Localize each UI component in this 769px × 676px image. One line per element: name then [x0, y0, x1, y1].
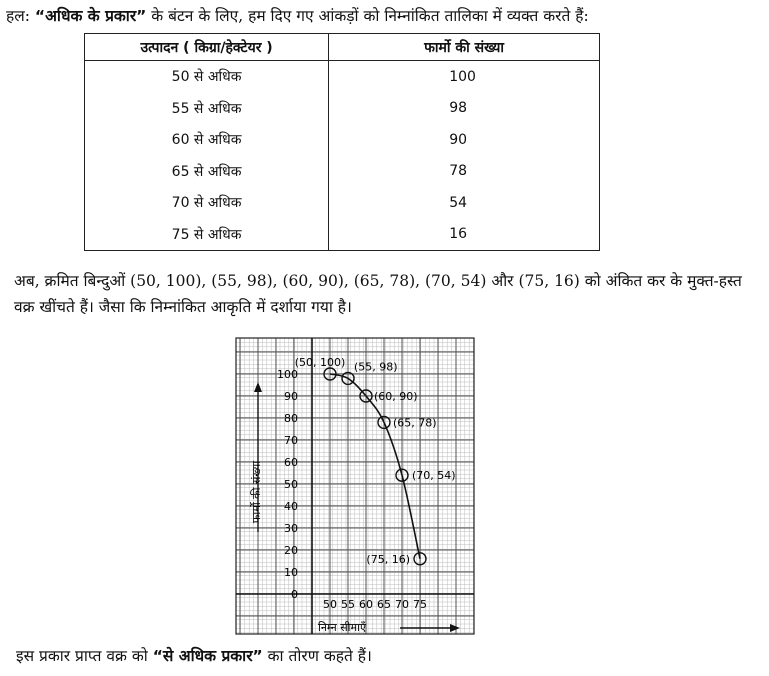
y-axis-title: फार्मो की संख्या [250, 460, 263, 524]
y-tick-label: 40 [284, 500, 298, 513]
data-point-label: (50, 100) [294, 356, 346, 369]
x-tick-labels [323, 598, 427, 611]
y-tick-label: 80 [284, 412, 298, 425]
table-cell-class: 70 से अधिक [85, 187, 329, 218]
table-cell-count: 54 [329, 187, 600, 218]
table-cell-count: 90 [329, 124, 600, 155]
data-point-label: (70, 54) [412, 469, 456, 483]
intro-rest: के बंटन के लिए, हम दिए गए आंकड़ों को निम्नांकित तालिका में व्यक्त करते हैं: [151, 7, 589, 25]
header-farms: फार्मो की संख्या [329, 34, 600, 61]
table-cell-count: 98 [329, 93, 600, 124]
x-tick-label: 60 [359, 598, 373, 611]
data-point-label: (75, 16) [366, 552, 410, 566]
y-tick-label: 10 [284, 566, 298, 579]
table-row [85, 124, 600, 155]
header-production: उत्पादन ( किग्रा/हेक्टेयर ) [85, 34, 329, 61]
intro-bold-term: “अधिक के प्रकार” [34, 7, 147, 25]
table-cell-count: 16 [329, 218, 600, 250]
conclusion-line [16, 644, 372, 666]
table-cell-class: 65 से अधिक [85, 155, 329, 186]
y-tick-label: 50 [284, 478, 298, 491]
table-row [85, 187, 600, 218]
conclusion-rest: का तोरण कहते हैं। [267, 647, 372, 665]
y-tick-label: 0 [291, 588, 298, 601]
conclusion-bold-term: “से अधिक प्रकार” [152, 647, 263, 665]
y-tick-label: 60 [284, 456, 298, 469]
frequency-table [84, 33, 600, 251]
data-point-label: (65, 78) [393, 416, 437, 430]
intro-line [6, 4, 766, 26]
table-row [85, 218, 600, 250]
x-tick-label: 70 [395, 598, 409, 611]
ogive-chart [230, 332, 480, 640]
y-tick-label: 100 [277, 368, 298, 381]
y-tick-label: 70 [284, 434, 298, 447]
conclusion-prefix: इस प्रकार प्राप्त वक्र को [16, 647, 148, 665]
intro-prefix: हल: [6, 7, 30, 25]
x-tick-label: 65 [377, 598, 391, 611]
table-cell-count: 100 [329, 61, 600, 93]
y-tick-label: 20 [284, 544, 298, 557]
data-point-label: (55, 98) [354, 360, 398, 374]
explanation-paragraph: अब, क्रमित बिन्दुओं (50, 100), (55, 98), (60, 90), (65, 78), (70, 54) और (75, 16) को अंकित कर के मुक्त-हस्त वक्र खींचते हैं। जैसा कि निम्नांकित आकृति में दर्शाया गया है। [14, 272, 742, 316]
x-arrow-head [450, 624, 460, 632]
table-cell-class: 55 से अधिक [85, 93, 329, 124]
table-row [85, 93, 600, 124]
x-axis-title: निम्न सीमाएँ [317, 621, 367, 634]
table-cell-class: 75 से अधिक [85, 218, 329, 250]
y-arrow-head [254, 382, 262, 392]
point-labels [295, 356, 456, 566]
table-row [85, 61, 600, 93]
y-tick-label: 90 [284, 390, 298, 403]
x-tick-label: 75 [413, 598, 427, 611]
table-row [85, 155, 600, 186]
x-tick-label: 55 [341, 598, 355, 611]
x-tick-label: 50 [323, 598, 337, 611]
table-cell-class: 50 से अधिक [85, 61, 329, 93]
table-cell-count: 78 [329, 155, 600, 186]
table-cell-class: 60 से अधिक [85, 124, 329, 155]
y-tick-label: 30 [284, 522, 298, 535]
table-header-row [85, 34, 600, 61]
data-point-label: (60, 90) [374, 390, 418, 403]
